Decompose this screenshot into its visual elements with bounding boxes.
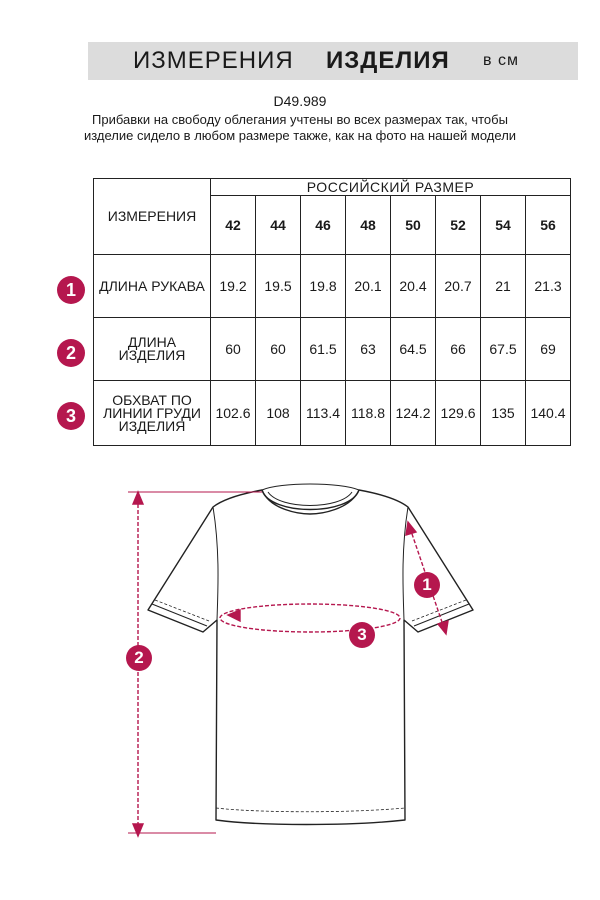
value-cell: 19.2: [211, 255, 256, 318]
bottom-hem: [216, 808, 405, 812]
value-cell: 60: [211, 318, 256, 381]
row-label: ОБХВАТ ПО ЛИНИИ ГРУДИ ИЗДЕЛИЯ: [94, 381, 211, 446]
table-row-chest-girth: [94, 381, 571, 446]
sketch-marker-1: 1: [414, 572, 440, 598]
value-cell: 102.6: [211, 381, 256, 446]
value-cell: 124.2: [391, 381, 436, 446]
collar-outer: [262, 490, 359, 510]
value-cell: 67.5: [481, 318, 526, 381]
value-cell: 21.3: [526, 255, 571, 318]
title-bold: ИЗДЕЛИЯ: [326, 47, 450, 74]
table-row-garment-length: [94, 318, 571, 381]
value-cell: 21: [481, 255, 526, 318]
row-badge-3: 3: [57, 402, 85, 430]
size-group-header: РОССИЙСКИЙ РАЗМЕР: [211, 179, 571, 196]
size-cell: 52: [436, 196, 481, 255]
tshirt-outline: [148, 490, 473, 825]
value-cell: 118.8: [346, 381, 391, 446]
size-cell: 50: [391, 196, 436, 255]
value-cell: 61.5: [301, 318, 346, 381]
size-cell: 48: [346, 196, 391, 255]
title-unit: в см: [483, 52, 519, 69]
row-label: ДЛИНА ИЗДЕЛИЯ: [94, 318, 211, 381]
row-badge-1: 1: [57, 276, 85, 304]
value-cell: 66: [436, 318, 481, 381]
size-cell: 46: [301, 196, 346, 255]
measures-header: ИЗМЕРЕНИЯ: [94, 179, 211, 255]
title-bar: [88, 42, 578, 80]
tshirt-sketch: [0, 470, 600, 870]
value-cell: 19.8: [301, 255, 346, 318]
size-table: [93, 178, 571, 446]
size-cell: 44: [256, 196, 301, 255]
value-cell: 64.5: [391, 318, 436, 381]
fit-note: Прибавки на свободу облегания учтены во всех размерах так, чтобы изделие сидело в любом размере также, как на фото на нашей модели: [83, 112, 517, 143]
size-cell: 42: [211, 196, 256, 255]
value-cell: 20.4: [391, 255, 436, 318]
title-regular: ИЗМЕРЕНИЯ: [133, 47, 294, 74]
value-cell: 19.5: [256, 255, 301, 318]
row-label: ДЛИНА РУКАВА: [94, 255, 211, 318]
value-cell: 69: [526, 318, 571, 381]
size-cell: 56: [526, 196, 571, 255]
table-row-sleeve-length: [94, 255, 571, 318]
row-badge-2: 2: [57, 339, 85, 367]
article-code: D49.989: [273, 93, 327, 109]
sketch-marker-3: 3: [349, 622, 375, 648]
size-cell: 54: [481, 196, 526, 255]
value-cell: 20.7: [436, 255, 481, 318]
value-cell: 108: [256, 381, 301, 446]
value-cell: 135: [481, 381, 526, 446]
value-cell: 63: [346, 318, 391, 381]
value-cell: 140.4: [526, 381, 571, 446]
value-cell: 60: [256, 318, 301, 381]
value-cell: 129.6: [436, 381, 481, 446]
value-cell: 113.4: [301, 381, 346, 446]
collar-inner: [268, 492, 352, 506]
value-cell: 20.1: [346, 255, 391, 318]
sketch-marker-2: 2: [126, 645, 152, 671]
